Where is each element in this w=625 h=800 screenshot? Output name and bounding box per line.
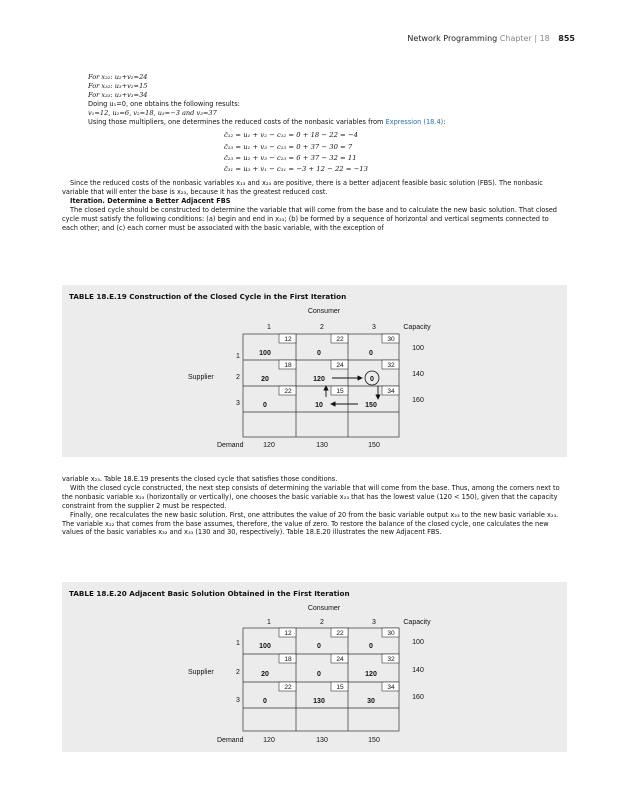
multiplier-line-1: For x₂₂: u₂+v₂=24 xyxy=(88,73,148,81)
multiplier-usage-line xyxy=(88,118,562,127)
col-header-3: 3 xyxy=(372,619,376,626)
value-3-1: 0 xyxy=(263,402,267,409)
demand-label: Demand xyxy=(217,442,244,449)
expression-link[interactable]: Expression (18.4) xyxy=(385,117,444,126)
equation-c23: c̄₂₃ = u₂ + v₃ − c₂₃ = 6 + 37 − 32 = 11 xyxy=(224,153,357,162)
demand-label: Demand xyxy=(217,737,244,744)
upper-text-block xyxy=(62,73,562,233)
col-header-3: 3 xyxy=(372,324,376,331)
reduced-cost-equations xyxy=(224,130,562,175)
col-header-2: 2 xyxy=(320,324,324,331)
page-number: 855 xyxy=(558,34,575,43)
cost-1-2: 22 xyxy=(336,630,344,637)
cost-3-3: 34 xyxy=(387,388,395,395)
value-2-1: 20 xyxy=(261,671,269,678)
consumer-label: Consumer xyxy=(307,308,341,315)
row-header-2: 2 xyxy=(236,669,240,676)
consumer-label: Consumer xyxy=(307,605,341,612)
cost-1-1: 12 xyxy=(284,630,292,637)
paragraph-leaving-variable: With the closed cycle constructed, the next step consists of determining the variable that will come from the base. Thus, among the corners next to the nonbasic variable x₂₃ (horizontally or vertically), one chooses the basic variable x₂₃ that has the lowest value (120 < 150), given that the capacity constraint from the supplier 2 must be respected. xyxy=(62,483,560,510)
value-2-3: 120 xyxy=(365,671,377,678)
value-3-1: 0 xyxy=(263,698,267,705)
value-1-2: 0 xyxy=(317,643,321,650)
demand-3: 150 xyxy=(368,737,380,744)
paragraph-cycle-ref: variable x₂₃. Table 18.E.19 presents the closed cycle that satisfies those conditions. xyxy=(62,475,338,483)
value-1-1: 100 xyxy=(259,350,271,357)
value-1-1: 100 xyxy=(259,643,271,650)
col-header-2: 2 xyxy=(320,619,324,626)
cost-3-1: 22 xyxy=(284,684,292,691)
table-18-e-19 xyxy=(62,285,567,457)
value-2-2: 0 xyxy=(317,671,321,678)
capacity-header: Capacity xyxy=(403,324,431,331)
table-20-title: TABLE 18.E.20 Adjacent Basic Solution Obtained in the First Iteration xyxy=(69,589,350,598)
cost-1-3: 30 xyxy=(387,630,395,637)
demand-2: 130 xyxy=(316,737,328,744)
demand-2: 130 xyxy=(316,442,328,449)
header-separator: | xyxy=(534,34,538,43)
multiplier-line-2: For x₃₂: u₃+v₂=15 xyxy=(88,81,148,90)
capacity-1: 100 xyxy=(412,345,424,352)
cost-1-1: 12 xyxy=(284,336,292,343)
row-header-1: 1 xyxy=(236,640,240,647)
cost-3-1: 22 xyxy=(284,388,292,395)
value-3-3: 150 xyxy=(365,402,377,409)
capacity-header: Capacity xyxy=(403,619,431,626)
capacity-2: 140 xyxy=(412,371,424,378)
equation-c31: c̄₃₁ = u₃ + v₁ − c₃₁ = −3 + 12 − 22 = −13 xyxy=(224,165,368,174)
multiplier-results: v₁=12, u₂=6, v₂=18, u₃=−3 and v₃=37 xyxy=(88,108,217,117)
cost-2-3: 32 xyxy=(387,362,395,369)
value-1-3: 0 xyxy=(369,350,373,357)
supplier-label: Supplier xyxy=(188,374,214,381)
capacity-1: 100 xyxy=(412,639,424,646)
table-19-grid xyxy=(62,285,567,457)
equation-c13: c̄₁₃ = u₁ + v₃ − c₁₃ = 0 + 37 − 30 = 7 xyxy=(224,142,353,151)
cost-2-2: 24 xyxy=(336,362,344,369)
row-header-3: 3 xyxy=(236,400,240,407)
capacity-3: 160 xyxy=(412,397,424,404)
running-header xyxy=(407,34,575,43)
row-header-2: 2 xyxy=(236,374,240,381)
value-3-2: 130 xyxy=(313,698,325,705)
cost-2-2: 24 xyxy=(336,656,344,663)
col-header-1: 1 xyxy=(267,324,271,331)
value-2-3: 0 xyxy=(370,376,374,383)
cost-2-1: 18 xyxy=(284,362,292,369)
row-header-3: 3 xyxy=(236,697,240,704)
table-20-grid xyxy=(62,582,567,752)
header-chapter: Chapter xyxy=(499,34,532,43)
value-2-2: 120 xyxy=(313,376,325,383)
capacity-2: 140 xyxy=(412,667,424,674)
demand-3: 150 xyxy=(368,442,380,449)
value-3-2: 10 xyxy=(315,402,323,409)
table-19-title: TABLE 18.E.19 Construction of the Closed Cycle in the First Iteration xyxy=(69,292,347,301)
header-chapter-number: 18 xyxy=(539,34,550,43)
multiplier-line-4: Doing u₁=0, one obtains the following results: xyxy=(88,99,240,108)
cost-1-2: 22 xyxy=(336,336,344,343)
demand-1: 120 xyxy=(263,737,275,744)
paragraph-new-solution: Finally, one recalculates the new basic solution. First, one attributes the value of 20 from the basic variable output x₂₃ to the new basic variable x₂₃. The variable x₂₂ that comes from the base assumes, therefore, the value of zero. To restore the balance of the closed cycle, one calculates the new values of the basic variables x₃₂ and x₃₃ (130 and 30, respectively). Table 18.E.20 illustrates the new Adjacent FBS. xyxy=(62,510,559,537)
paragraph-reduced-costs: Since the reduced costs of the nonbasic variables x₁₃ and x₂₃ are positive, there is a better adjacent feasible basic solution (FBS). The nonbasic variable that will enter the base is x₂₃, because it has the greatest reduced cost. xyxy=(62,179,543,197)
cost-3-2: 15 xyxy=(336,388,344,395)
iteration-heading: Iteration. Determine a Better Adjacent FBS xyxy=(70,197,231,206)
usage-colon: : xyxy=(443,117,446,126)
middle-text-block xyxy=(62,475,562,537)
paragraph-closed-cycle: The closed cycle should be constructed to determine the variable that will come from the base and to calculate the new basic solution. That closed cycle must satisfy the following conditions: (a) begin and end in x₂₃; (b) be formed by a sequence of horizontal and vertical segments connected to each other; and (c) each corner must be associated with the basic variable, with the exception of xyxy=(62,205,557,232)
value-3-3: 30 xyxy=(367,698,375,705)
value-1-3: 0 xyxy=(369,643,373,650)
row-header-1: 1 xyxy=(236,353,240,360)
multiplier-line-3: For x₃₃: u₃+v₃=34 xyxy=(88,90,148,99)
col-header-1: 1 xyxy=(267,619,271,626)
value-2-1: 20 xyxy=(261,376,269,383)
demand-1: 120 xyxy=(263,442,275,449)
cost-2-3: 32 xyxy=(387,656,395,663)
capacity-3: 160 xyxy=(412,694,424,701)
equation-c12: c̄₁₂ = u₁ + v₂ − c₁₂ = 0 + 18 − 22 = −4 xyxy=(224,131,358,140)
cost-3-3: 34 xyxy=(387,684,395,691)
cost-3-2: 15 xyxy=(336,684,344,691)
table-18-e-20 xyxy=(62,582,567,752)
cost-2-1: 18 xyxy=(284,656,292,663)
cost-1-3: 30 xyxy=(387,336,395,343)
value-1-2: 0 xyxy=(317,350,321,357)
supplier-label: Supplier xyxy=(188,669,214,676)
usage-text: Using those multipliers, one determines the reduced costs of the nonbasic variables from xyxy=(88,117,386,126)
header-title: Network Programming xyxy=(407,34,498,43)
